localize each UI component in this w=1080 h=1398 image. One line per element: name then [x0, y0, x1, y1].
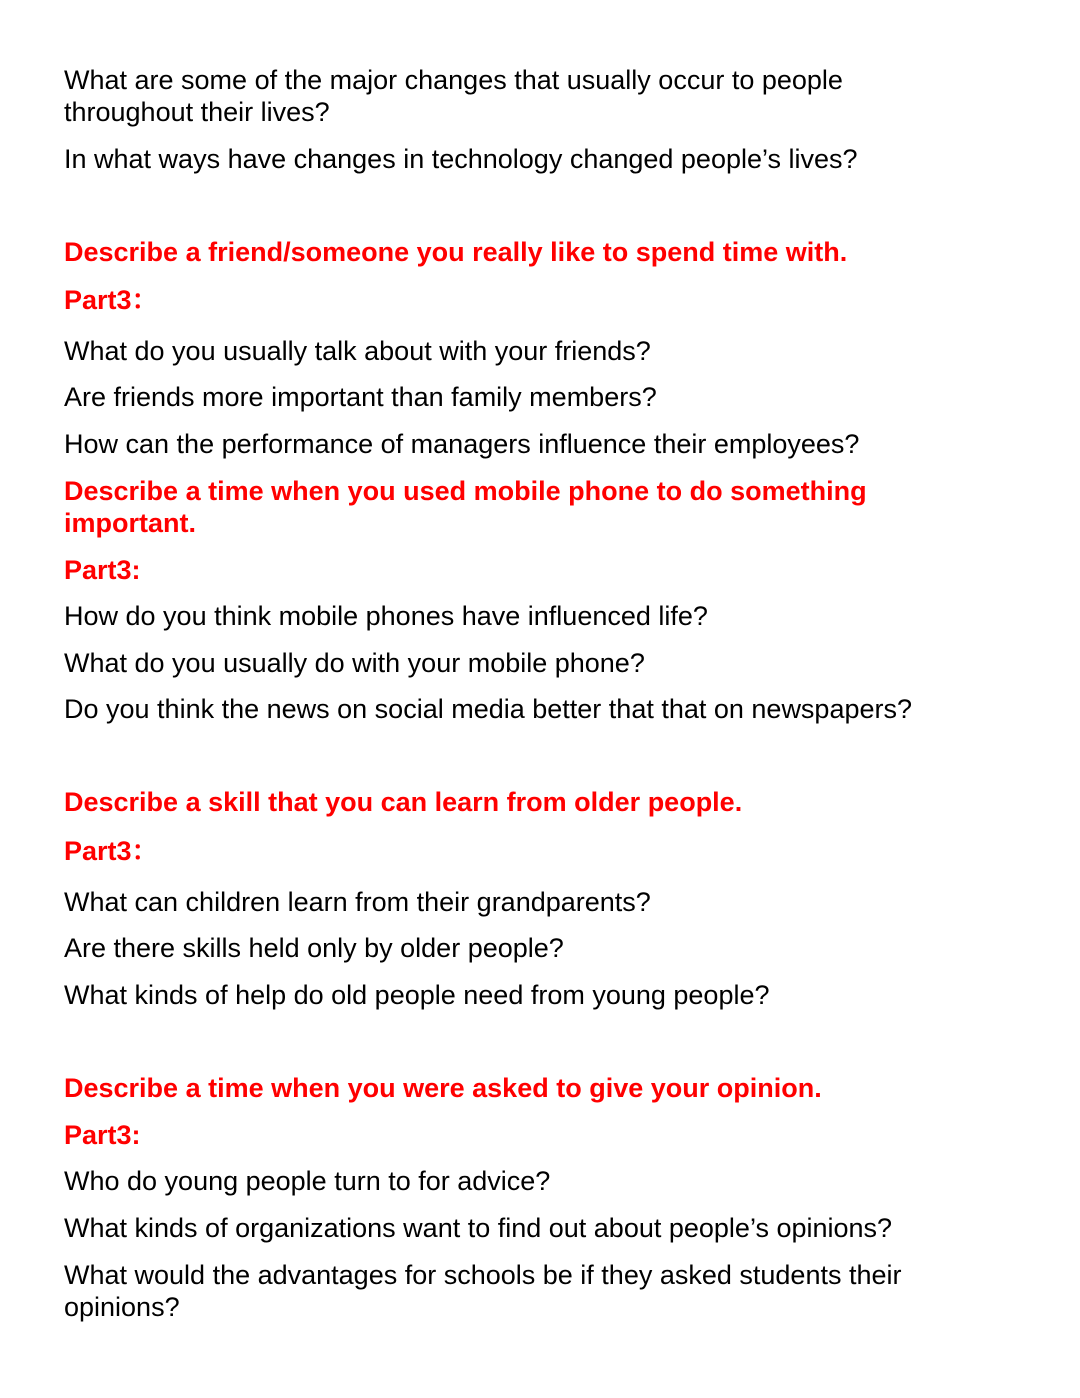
question: What kinds of organizations want to find out about people’s opinions? — [64, 1213, 893, 1243]
section-title-line: important. — [64, 508, 196, 538]
section-title-line: Describe a time when you used mobile phone to do something — [64, 476, 867, 506]
intro-question-line: What are some of the major changes that usually occur to people — [64, 65, 843, 95]
question-line: opinions? — [64, 1292, 180, 1322]
question: What kinds of help do old people need from young people? — [64, 980, 770, 1010]
part-label: Part3： — [64, 285, 159, 315]
question: Do you think the news on social media better that that on newspapers? — [64, 694, 913, 724]
question: What do you usually do with your mobile phone? — [64, 648, 645, 678]
question: Who do young people turn to for advice? — [64, 1166, 551, 1196]
section-title: Describe a time when you were asked to give your opinion. — [64, 1073, 822, 1103]
intro-question-line: throughout their lives? — [64, 97, 330, 127]
question-line: What would the advantages for schools be if they asked students their — [64, 1260, 902, 1290]
question: How do you think mobile phones have influenced life? — [64, 601, 708, 631]
intro-question: In what ways have changes in technology changed people’s lives? — [64, 144, 858, 174]
question: What can children learn from their grandparents? — [64, 887, 651, 917]
part-label: Part3: — [64, 1120, 141, 1150]
question: How can the performance of managers influence their employees? — [64, 429, 860, 459]
section-title: Describe a friend/someone you really like to spend time with. — [64, 237, 848, 267]
part-label: Part3： — [64, 836, 159, 866]
question: Are friends more important than family members? — [64, 382, 657, 412]
question: Are there skills held only by older people? — [64, 933, 564, 963]
section-title: Describe a skill that you can learn from older people. — [64, 787, 743, 817]
part-label: Part3: — [64, 555, 141, 585]
question: What do you usually talk about with your friends? — [64, 336, 651, 366]
